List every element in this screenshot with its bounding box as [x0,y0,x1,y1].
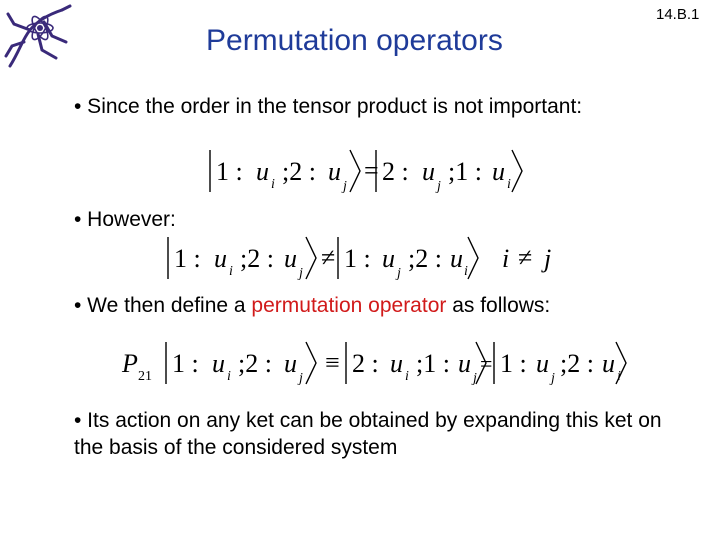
svg-text:u: u [422,157,435,186]
svg-text:2 :: 2 : [352,349,379,378]
bullet-ket-action: • Its action on any ket can be obtained by expanding this ket on the basis of the considered system [74,409,662,459]
svg-text:;2 :: ;2 : [282,157,316,186]
bullet-define-permutation [74,292,550,319]
svg-text:2 :: 2 : [382,157,409,186]
svg-text:1 :: 1 : [216,157,243,186]
svg-text:1 :: 1 : [172,349,199,378]
permutation-operator-term: permutation operator [251,294,447,317]
svg-text:u: u [458,349,471,378]
bullet-define-prefix: • We then define a [74,294,252,317]
svg-text:j: j [397,266,401,281]
slide-number: 14.B.1 [656,6,700,23]
svg-text:=: = [480,351,493,376]
gecko-atom-logo-icon [0,0,76,76]
svg-text:j: j [299,371,303,386]
svg-text:i: i [229,264,233,279]
svg-text:i: i [405,369,409,384]
page-title: Permutation operators [206,24,503,57]
svg-text:j: j [473,371,477,386]
svg-text:u: u [492,157,505,186]
svg-text:1 :: 1 : [500,349,527,378]
bullet-order-not-important: • Since the order in the tensor product is not important: [74,95,583,118]
svg-text:u: u [214,244,227,273]
svg-text:j: j [343,179,347,194]
svg-text:u: u [328,157,341,186]
svg-text:u: u [390,349,403,378]
svg-text:u: u [602,349,615,378]
equation-1 [200,146,530,198]
svg-text:u: u [450,244,463,273]
svg-text:u: u [284,244,297,273]
svg-text:;2 :: ;2 : [238,349,272,378]
svg-text:i: i [617,369,621,384]
svg-text:1 :: 1 : [174,244,201,273]
svg-text:;1 :: ;1 : [416,349,450,378]
svg-text:u: u [382,244,395,273]
svg-text:≠: ≠ [321,243,336,272]
svg-text:;2 :: ;2 : [408,244,442,273]
svg-text:;2 :: ;2 : [560,349,594,378]
svg-text:≠: ≠ [518,243,533,272]
svg-text:i: i [271,177,275,192]
bullet-however: • However: [74,208,176,231]
svg-text:j: j [544,244,552,273]
svg-text:;1 :: ;1 : [448,157,482,186]
svg-text:u: u [212,349,225,378]
svg-text:u: u [536,349,549,378]
svg-text:j: j [299,266,303,281]
svg-text:u: u [256,157,269,186]
svg-text:1 :: 1 : [344,244,371,273]
svg-text:j: j [551,371,555,386]
svg-text:j: j [437,179,441,194]
svg-text:i: i [464,264,468,279]
svg-text:;2 :: ;2 : [240,244,274,273]
bullet-define-suffix: as follows: [446,294,551,317]
svg-text:i: i [502,244,510,273]
equation-3 [118,338,638,390]
svg-text:i: i [227,369,231,384]
svg-text:i: i [507,177,511,192]
svg-text:≡: ≡ [325,348,340,377]
svg-text:u: u [284,349,297,378]
svg-text:P: P [122,349,138,378]
svg-text:21: 21 [138,369,152,384]
svg-text:=: = [364,156,379,185]
equation-2 [158,233,578,285]
